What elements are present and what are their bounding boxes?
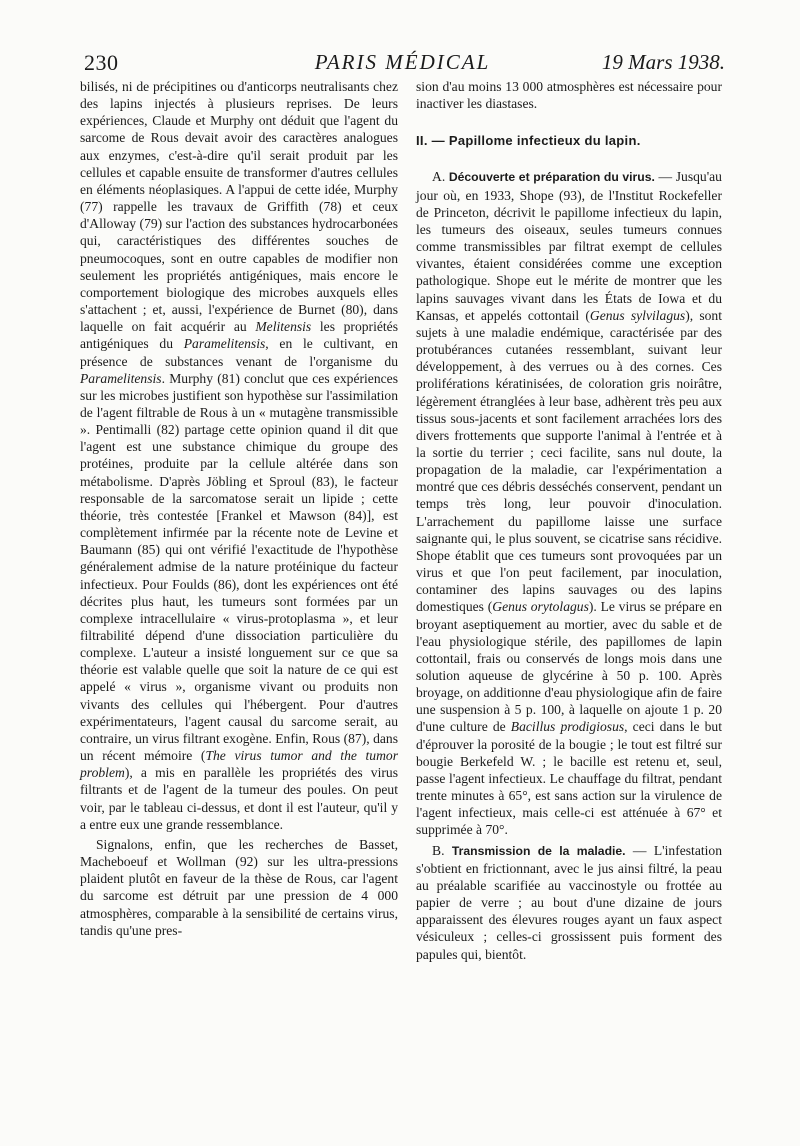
right-column bbox=[416, 78, 722, 963]
issue-date: 19 Mars 1938. bbox=[601, 50, 725, 74]
paragraph-transmission: B. Transmission de la maladie. — L'infestation s'obtient en frictionnant, avec le jus ainsi filtré, la peau au préalable scarifiée au vaccinostyle ou frottée au papier de verre ; au bout d'une dizaine de jours apparaissent des élevures rouges ayant un faux aspect vésiculeux ; celles-ci grossissent puis forment des papules qui, bientôt. bbox=[416, 842, 723, 962]
page-number: 230 bbox=[84, 50, 119, 75]
section-title: II. — Papillome infectieux du lapin. bbox=[416, 133, 641, 149]
journal-title: PARIS MÉDICAL bbox=[314, 50, 491, 74]
subsection-b-title: Transmission de la maladie. bbox=[451, 843, 626, 858]
left-column bbox=[80, 78, 398, 939]
paragraph-virus-discovery: A. Découverte et préparation du virus. — Jusqu'au jour où, en 1933, Shope (93), de l'Institut Rockefeller de Princeton, décrivit le papillome infectieux du lapin, les tumeurs des oiseaux, seules tumeurs connues comme transmissibles par filtrat exempt de cellules vivantes, étaient considérées comme une exception pathologique. Shope eut le mérite de montrer que les lapins sauvages vivant dans les États de Iowa et du Kansas, et appelés cottontail (Genus sylvilagus), sont sujets à une maladie endémique, caractérisée par des protubérances cutanées ressemblant, suivant leur développement, à des verrues ou à des cornes. Ces proliférations kératinisées, de coloration gris noirâtre, légèrement étranglées à leur base, adhèrent très peu aux tissus sous-jacents et sont facilement arrachées lors des divers frottements que supporte l'animal à l'entrée et à la sortie du terrier ; ceci facilite, sans nul doute, la propagation de la maladie, car l'expérimentation a montré que ces débris desséchés conservent, pendant un temps très long, leur pouvoir d'inoculation. L'arrachement du papillome laisse une surface saignante qui, le plus souvent, se cicatrise sans récidive. Shope établit que ces tumeurs sont provoquées par un virus et que l'on peut facilement, par inoculation, contaminer des lapins sauvages ou des lapins domestiques (Genus orytolagus). Le virus se prépare en broyant aseptiquement au mortier, avec du sable et de l'eau physiologique stérile, des papillomes de lapin cottontail, frais ou conservés de longs mois dans une solution aqueuse de glycérine à 50 p. 100. Après broyage, on additionne d'eau physiologique afin de faire une suspension à 5 p. 100, à laquelle on ajoute 1 p. 20 d'une culture de Bacillus prodigiosus, ceci dans le but d'éprouver la porosité de la bougie ; le tout est filtré sur bougie Berkefeld W. ; le bacille est retenu et, seul, passe l'agent infectieux. Le chauffage du filtrat, pendant trente minutes à 65°, est sans action sur la virulence de l'agent infectieux, mais celle-ci est atténuée à 67° et supprimée à 70°. bbox=[416, 169, 723, 838]
paragraph-continuation: sion d'au moins 13 000 atmosphères est nécessaire pour inactiver les diastases. bbox=[416, 79, 722, 112]
running-header bbox=[80, 42, 725, 82]
paragraph-ultra-pressions: Signalons, enfin, que les recherches de Basset, Macheboeuf et Wollman (92) sur les ultra-pressions plaident plutôt en faveur de la thèse de Rous, car l'agent du sarcome est détruit par une pression de 4 000 atmosphères, comparable à la sensibilité de certains virus, tandis qu'une pres- bbox=[80, 836, 398, 938]
subsection-a-title: Découverte et préparation du virus. bbox=[448, 170, 655, 185]
paragraph-sarcome-theories: bilisés, ni de précipitines ou d'anticorps neutralisants chez des lapins injectés à plusieurs reprises. De leurs expériences, Claude et Murphy ont déduit que l'agent du sarcome de Rous devait avoir des caractères analogues aux enzymes, c'est-à-dire qu'il serait produit par les cellules et capable ensuite de transformer d'autres cellules en éléments néoplasiques. A l'appui de cette idée, Murphy (77) rappelle les travaux de Griffith (78) et ceux d'Alloway (79) sur l'action des substances hydrocarbonées qui, caractéristiques des différentes souches de pneumocoques, sont en outre capables de modifier non seulement les propriétés antigéniques, mais encore le comportement biologique des microbes auxquels elles s'attachent ; et, aussi, l'expérience de Burnet (80), dans laquelle on fait acquérir au Melitensis les propriétés antigéniques du Paramelitensis, en le cultivant, en présence de substances venant de l'organisme du Paramelitensis. Murphy (81) conclut que ces expériences sur les microbes justifient son hypothèse sur l'assimilation de l'agent filtrable de Rous à un « mutagène transmissible ». Pentimalli (82) partage cette opinion quand il dit que l'agent est une substance chimique du groupe des protéines, produite par la cellule altérée dans son métabolisme. D'après Jöbling et Sproul (83), le facteur responsable de la sarcomatose serait un lipide ; cette théorie, très contestée [Frankel et Mawson (84)], est complètement infirmée par la récente note de Levine et Baumann (85) qui ont vérifié l'exactitude de l'hypothèse généralement admise de la nature protéinique du facteur infectieux. Pour Foulds (86), dont les expériences ont été décrites plus haut, les tumeurs sont formées par un complexe intracellulaire « virus-protoplasma », et leur filtrabilité dépend d'une dissociation particulière du complexe. L'auteur a insisté longuement sur ce que sa théorie est valable quelle que soit la nature de ce qui est appelé « virus », organisme vivant ou produits non vivants des cellules qui l'hébergent. Pour d'autres expérimentateurs, l'agent causal du sarcome serait, au contraire, un virus filtrant exogène. Enfin, Rous (87), dans un récent mémoire (The virus tumor and the tumor problem), a mis en parallèle les propriétés des virus filtrants et de l'agent de la tumeur des poules. On peut voir, par le tableau ci-dessus, et dont il est l'auteur, qu'il y a entre eux une grande ressemblance. bbox=[80, 79, 398, 832]
